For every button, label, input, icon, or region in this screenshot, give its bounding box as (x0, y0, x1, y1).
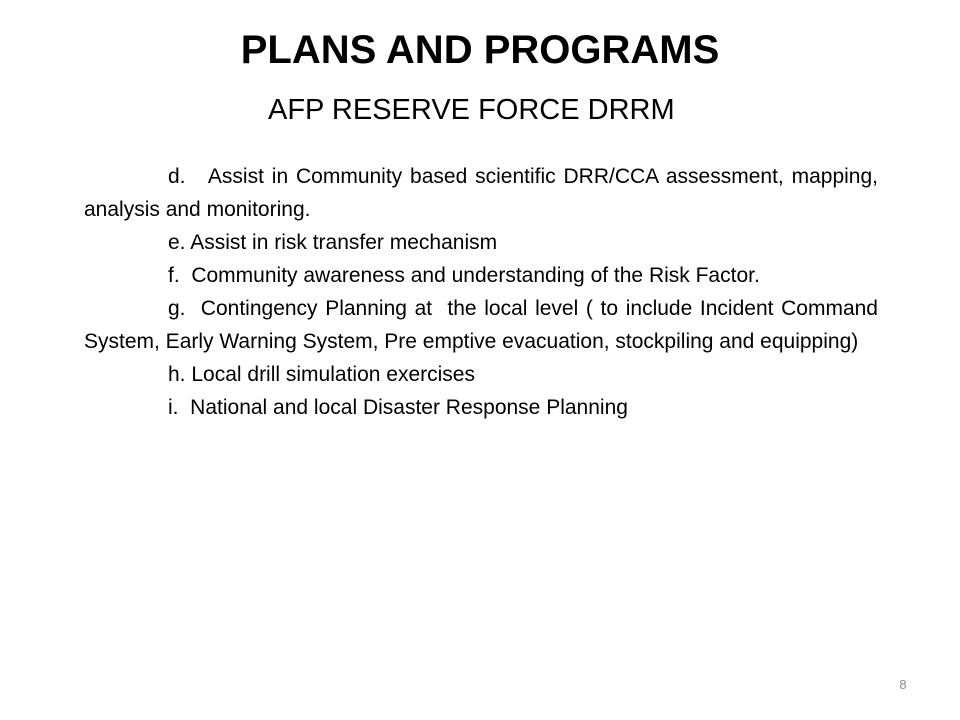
page-number: 8 (899, 677, 907, 692)
list-item-e: e. Assist in risk transfer mechanism (168, 231, 498, 254)
list-item-d: d. Assist in Community based scientific DRR/CCA assessment, mapping, analysis and monitoring. (84, 165, 884, 221)
slide-subtitle: AFP RESERVE FORCE DRRM (268, 94, 675, 126)
slide-title: PLANS AND PROGRAMS (240, 28, 720, 72)
slide-body (84, 160, 884, 424)
list-item-f: f. Community awareness and understanding of the Risk Factor. (168, 264, 760, 287)
list-item-g: g. Contingency Planning at the local level ( to include Incident Command System, Early Warning System, Pre emptive evacuation, stockpiling and equipping) (84, 297, 884, 353)
list-item-i: i. National and local Disaster Response Planning (168, 396, 628, 419)
list-item-h: h. Local drill simulation exercises (168, 363, 475, 386)
